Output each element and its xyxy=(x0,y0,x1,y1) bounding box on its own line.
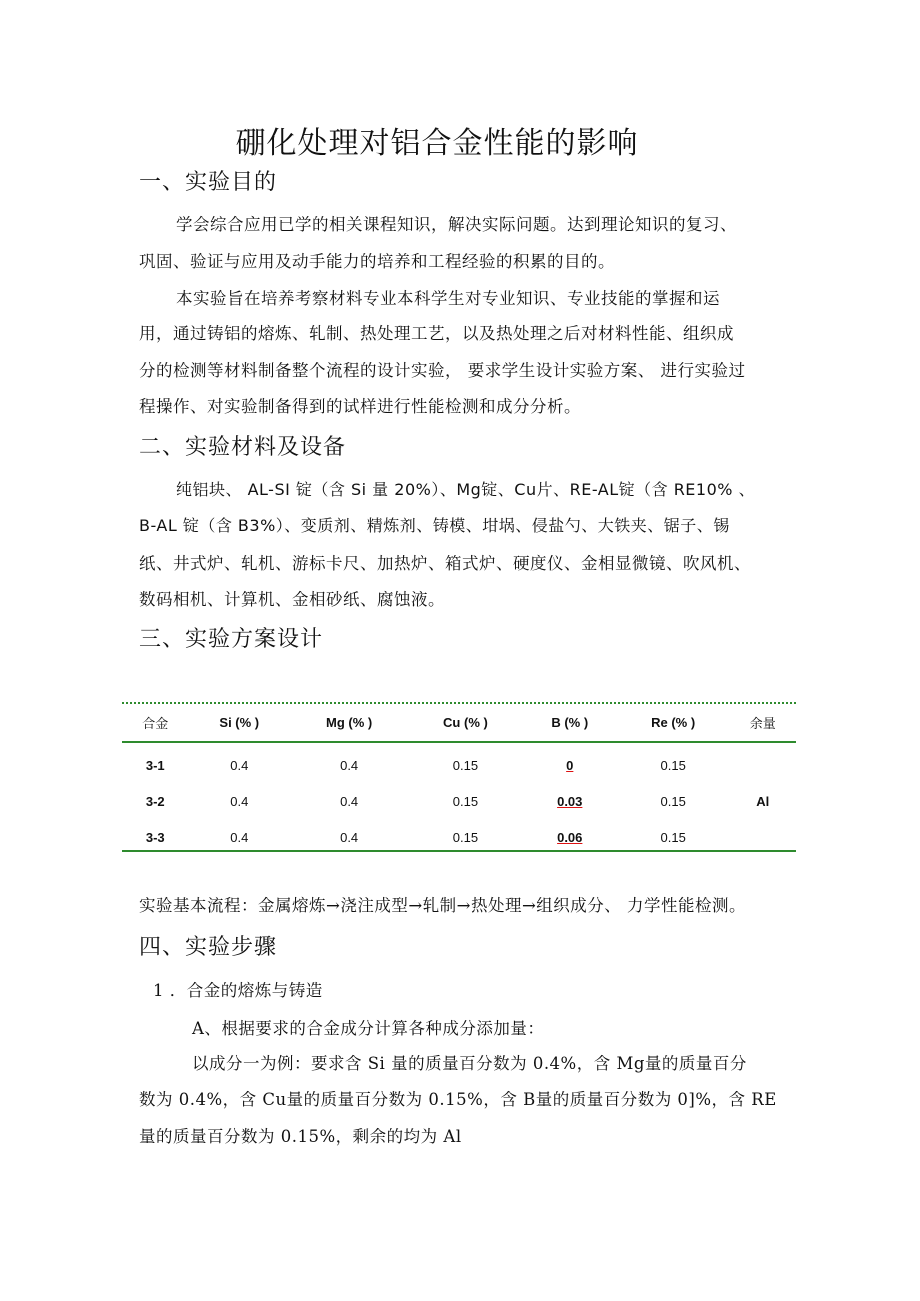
cell-b: 0.06 xyxy=(557,829,583,845)
header-mg: Mg (% ) xyxy=(326,714,373,730)
paragraph-line: 数码相机、计算机、金相砂纸、腐蚀液。 xyxy=(139,590,445,609)
header-b: B (% ) xyxy=(551,714,589,730)
cell-re: 0.15 xyxy=(660,793,686,809)
section-heading-steps: 四、实验步骤 xyxy=(139,935,278,960)
header-si: Si (% ) xyxy=(219,714,260,730)
paragraph-line: 本实验旨在培养考察材料专业本科学生对专业知识、专业技能的掌握和运 xyxy=(176,289,720,308)
sub-step-heading: A、根据要求的合金成分计算各种成分添加量： xyxy=(192,1019,545,1038)
paragraph-line: 量的质量百分数为 0.15%，剩余的均为 Al xyxy=(139,1127,462,1146)
section-heading-materials: 二、实验材料及设备 xyxy=(139,435,347,460)
cell-cu: 0.15 xyxy=(452,793,479,809)
header-re: Re (% ) xyxy=(651,714,696,730)
cell-cu: 0.15 xyxy=(452,757,479,773)
alloy-composition-table xyxy=(122,703,796,855)
step-heading: 1 ．合金的熔炼与铸造 xyxy=(153,981,323,1000)
paragraph-line: 用，通过铸铝的熔炼、轧制、热处理工艺，以及热处理之后对材料性能、组织成 xyxy=(139,324,734,343)
cell-re: 0.15 xyxy=(660,757,686,773)
cell-balance: Al xyxy=(756,793,770,809)
table-header-row xyxy=(122,703,796,741)
section-heading-objective: 一、实验目的 xyxy=(139,170,278,195)
paragraph-line: 以成分一为例：要求含 Si 量的质量百分数为 0.4%，含 Mg量的质量百分 xyxy=(192,1054,747,1073)
cell-b: 0 xyxy=(566,757,574,773)
cell-re: 0.15 xyxy=(660,829,686,845)
paragraph-line: 学会综合应用已学的相关课程知识，解决实际问题。达到理论知识的复习、 xyxy=(176,215,737,234)
cell-si: 0.4 xyxy=(230,793,249,809)
paragraph-line: 程操作、对实验制备得到的试样进行性能检测和成分分析。 xyxy=(139,397,581,416)
table-row xyxy=(122,741,796,783)
cell-b: 0.03 xyxy=(557,793,583,809)
cell-mg: 0.4 xyxy=(340,757,359,773)
cell-mg: 0.4 xyxy=(340,793,359,809)
paragraph-line: 巩固、验证与应用及动手能力的培养和工程经验的积累的目的。 xyxy=(139,252,615,271)
paragraph-line: 数为 0.4%，含 Cu量的质量百分数为 0.15%，含 B量的质量百分数为 0]%，含 RE xyxy=(139,1090,777,1109)
paragraph-line: B-AL 锭（含 B3%）、变质剂、精炼剂、铸模、坩埚、侵盐勺、大铁夹、锯子、锡 xyxy=(139,516,730,535)
table-bottom-rule xyxy=(122,850,796,852)
cell-alloy: 3-1 xyxy=(145,757,165,773)
cell-alloy: 3-2 xyxy=(145,793,165,809)
page-title: 硼化处理对铝合金性能的影响 xyxy=(235,126,639,161)
cell-mg: 0.4 xyxy=(340,829,359,845)
header-alloy: 合金 xyxy=(142,716,169,732)
cell-cu: 0.15 xyxy=(452,829,479,845)
process-flow: 实验基本流程：金属熔炼→浇注成型→轧制→热处理→组织成分、 力学性能检测。 xyxy=(139,896,747,915)
section-heading-design: 三、实验方案设计 xyxy=(139,627,324,652)
table-row xyxy=(122,783,796,819)
paragraph-line: 分的检测等材料制备整个流程的设计实验， 要求学生设计实验方案、 进行实验过 xyxy=(139,361,746,380)
table-header-rule xyxy=(122,741,796,743)
cell-alloy: 3-3 xyxy=(145,829,165,845)
header-cu: Cu (% ) xyxy=(443,714,488,730)
header-balance: 余量 xyxy=(749,716,776,732)
cell-si: 0.4 xyxy=(230,829,249,845)
paragraph-line: 纸、井式炉、轧机、游标卡尺、加热炉、箱式炉、硬度仪、金相显微镜、吹风机、 xyxy=(139,554,751,573)
cell-si: 0.4 xyxy=(230,757,249,773)
paragraph-line: 纯铝块、 AL-SI 锭（含 Si 量 20%）、Mg锭、Cu片、RE-AL锭（含 RE10% 、 xyxy=(176,480,756,499)
